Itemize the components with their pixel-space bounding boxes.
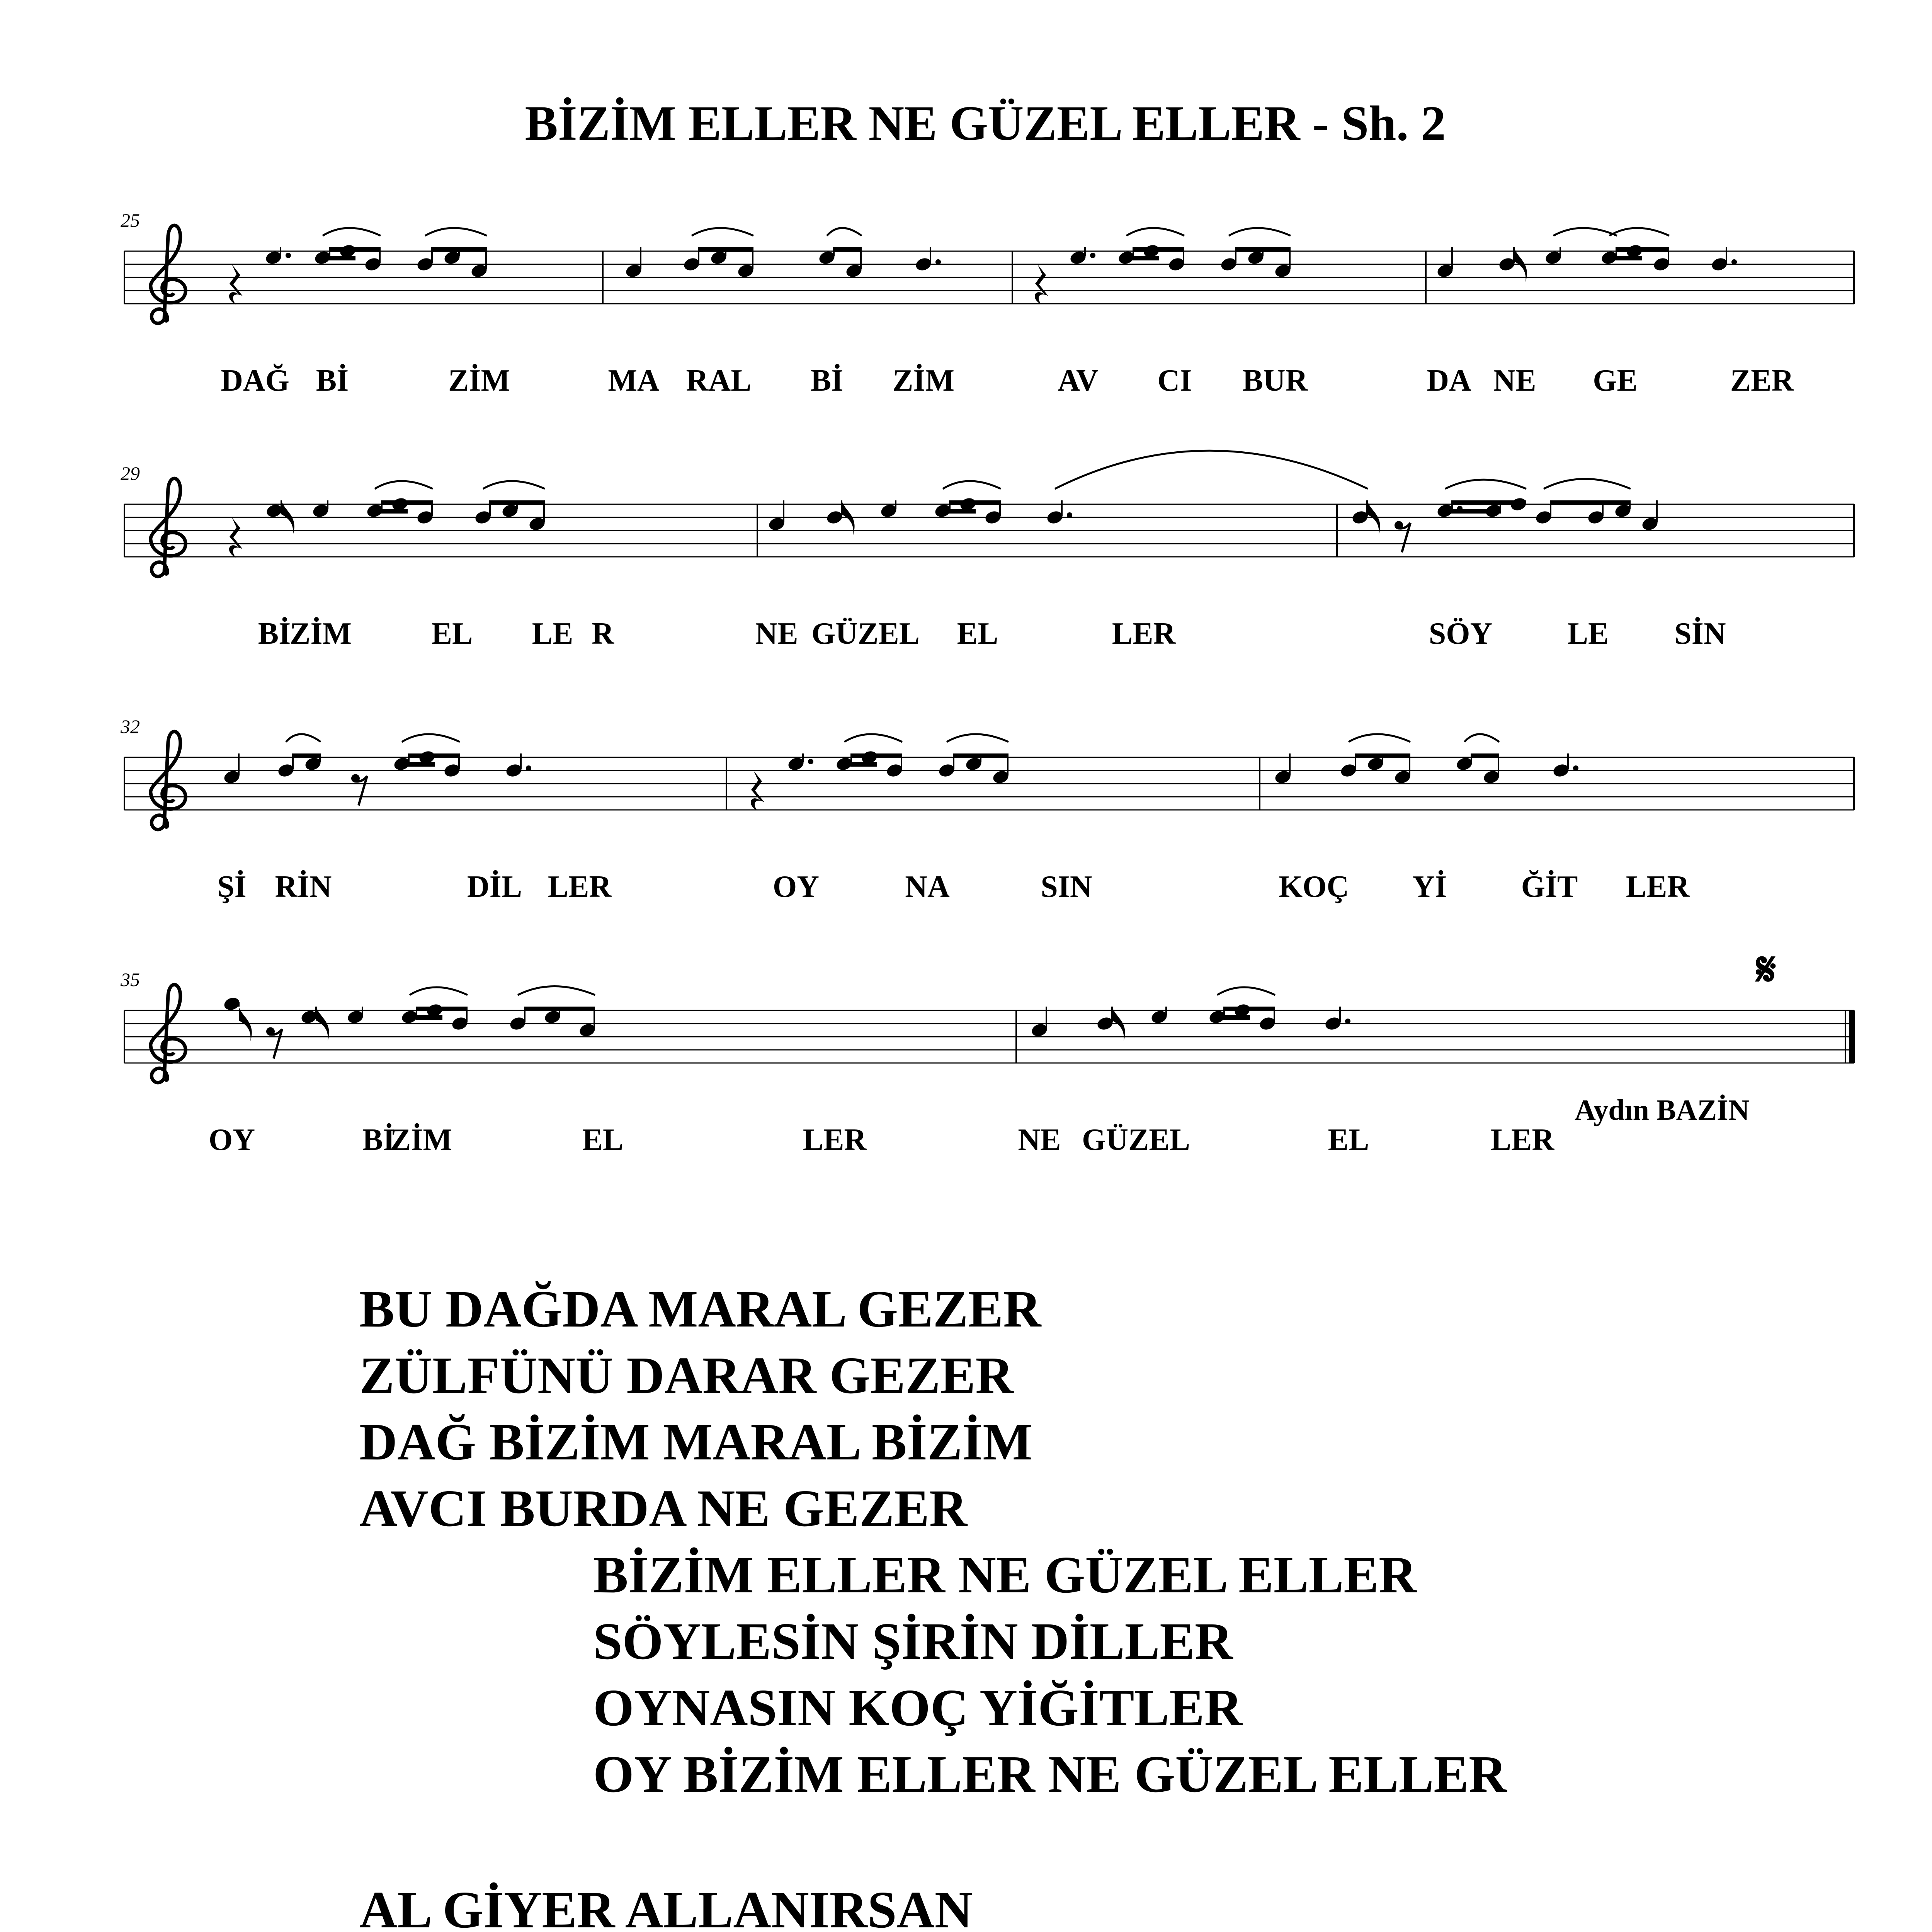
beam: [1471, 753, 1499, 758]
beam: [292, 753, 321, 758]
lyric-syllable: SİN: [1674, 617, 1726, 651]
beam: [416, 1015, 442, 1020]
lyric-syllable: OY: [209, 1123, 255, 1157]
lyric-syllable: DA: [1427, 364, 1471, 398]
music-staff: [0, 717, 1932, 883]
beam: [381, 500, 433, 505]
beam: [1616, 256, 1642, 260]
dot: [286, 253, 291, 258]
beam: [408, 753, 460, 758]
lyric-syllable: RAL: [686, 364, 752, 398]
beam: [1550, 500, 1631, 505]
beam: [949, 509, 976, 514]
slur: [692, 228, 753, 236]
lyric-syllable: ZİM: [390, 1123, 452, 1157]
beam: [1223, 1015, 1250, 1020]
slur: [827, 228, 862, 236]
lyric-syllable: MA: [608, 364, 660, 398]
slur: [518, 986, 595, 995]
measure-number: 29: [121, 463, 140, 484]
beam: [1616, 247, 1669, 252]
lyric-syllable: GÜ: [1082, 1123, 1128, 1157]
verse-line: OYNASIN KOÇ YİĞİTLER: [593, 1679, 1243, 1737]
lyric-syllable: ZİM: [290, 617, 352, 651]
treble-clef-icon: [151, 225, 185, 323]
lyric-syllable: Bİ: [362, 1123, 395, 1157]
slur: [1055, 451, 1368, 489]
final-barline: [1849, 1010, 1855, 1063]
dot: [526, 765, 531, 771]
lyric-syllable: LE: [1567, 617, 1609, 651]
lyric-syllable: EL: [1328, 1123, 1369, 1157]
lyric-syllable: ĞİT: [1521, 870, 1578, 904]
slur: [1349, 734, 1410, 742]
slur: [1553, 228, 1617, 236]
beam: [1451, 500, 1526, 505]
dot: [808, 759, 813, 764]
verse-line: AVCI BURDA NE GEZER: [359, 1480, 968, 1537]
measure-number: 32: [121, 716, 140, 737]
lyric-syllable: ZİM: [893, 364, 954, 398]
measure-number: 25: [121, 209, 140, 231]
verse-line: BU DAĞDA MARAL GEZER: [359, 1280, 1041, 1338]
lyric-syllable: LER: [1112, 617, 1176, 651]
dot: [1345, 1019, 1350, 1024]
composer-credit: Aydın BAZİN: [1575, 1094, 1750, 1126]
slur: [425, 228, 487, 236]
slur: [1544, 479, 1631, 489]
lyric-syllable: ZİM: [448, 364, 510, 398]
beam: [431, 247, 487, 252]
lyric-syllable: NE: [1018, 1123, 1061, 1157]
treble-clef-icon: [151, 985, 185, 1083]
beam: [850, 762, 877, 767]
lyric-syllable: GE: [1593, 364, 1638, 398]
verse-line: ZÜLFÜNÜ DARAR GEZER: [359, 1347, 1014, 1405]
lyric-syllable: SÖY: [1429, 617, 1493, 651]
quarter-rest-icon: [229, 264, 243, 304]
verse-line: AL GİYER ALLANIRSAN: [359, 1881, 973, 1932]
staff-system: [0, 463, 1932, 651]
verse-line: SÖYLESİN ŞİRİN DİLLER: [593, 1612, 1233, 1670]
lyric-syllable: AV: [1058, 364, 1099, 398]
beam: [1223, 1007, 1275, 1011]
staff-system: [0, 209, 1932, 398]
lyric-syllable: GÜ: [811, 617, 858, 651]
lyric-syllable: EL: [431, 617, 473, 651]
dot: [1090, 253, 1095, 258]
slur: [323, 228, 381, 236]
dot: [1067, 512, 1072, 518]
beam: [1355, 753, 1410, 758]
slur: [286, 734, 321, 742]
slur: [375, 481, 433, 489]
lyric-syllable: CI: [1157, 364, 1192, 398]
beam: [953, 753, 1009, 758]
music-staff: [0, 211, 1932, 377]
dot: [1731, 259, 1737, 265]
beam: [408, 762, 435, 767]
beam: [381, 509, 408, 514]
quarter-rest-icon: [229, 517, 243, 558]
treble-clef-icon: [151, 478, 185, 577]
lyric-syllable: Bİ: [316, 364, 349, 398]
slur: [1445, 480, 1526, 489]
lyric-syllable: SIN: [1041, 870, 1092, 904]
beam: [833, 247, 862, 252]
music-staff: [0, 464, 1932, 630]
lyric-syllable: NE: [755, 617, 798, 651]
beam: [1133, 247, 1184, 252]
verse-line: DAĞ BİZİM MARAL BİZİM: [359, 1413, 1032, 1471]
measure-number: 35: [121, 969, 140, 990]
beam: [489, 500, 545, 505]
lyric-syllable: LER: [548, 870, 612, 904]
lyric-syllable: RİN: [275, 870, 332, 904]
verse-line: BİZİM ELLER NE GÜZEL ELLER: [593, 1546, 1417, 1604]
beam: [1133, 256, 1159, 260]
lyric-syllable: ZER: [1730, 364, 1794, 398]
lyric-syllable: ZEL: [857, 617, 920, 651]
beam: [698, 247, 753, 252]
lyric-syllable: Bİ: [258, 617, 291, 651]
verse-line: OY BİZİM ELLER NE GÜZEL ELLER: [593, 1745, 1507, 1803]
lyric-syllable: LER: [1626, 870, 1690, 904]
slur: [1217, 987, 1275, 995]
slur: [1229, 228, 1291, 236]
beam: [850, 753, 902, 758]
lyric-syllable: OY: [773, 870, 819, 904]
dot: [1573, 765, 1578, 771]
lyric-syllable: DİL: [467, 870, 522, 904]
lyric-syllable: R: [592, 617, 614, 651]
lyric-syllable: NA: [905, 870, 950, 904]
slur: [1609, 228, 1669, 236]
lyric-syllable: ZEL: [1128, 1123, 1190, 1157]
segno-sign: 𝄋: [1756, 943, 1776, 997]
beam: [329, 247, 381, 252]
slur: [943, 481, 1001, 489]
beam: [524, 1007, 595, 1011]
dot: [935, 259, 941, 265]
treble-clef-icon: [151, 731, 185, 830]
quarter-rest-icon: [1035, 264, 1048, 304]
beam: [329, 256, 355, 260]
lyric-syllable: Yİ: [1412, 870, 1447, 904]
slur: [1126, 228, 1184, 236]
slur: [410, 987, 468, 995]
lyric-syllable: Bİ: [810, 364, 844, 398]
lyric-syllable: DAĞ: [221, 364, 289, 398]
staff-system: [0, 716, 1932, 904]
slur: [947, 734, 1009, 742]
page-title: BİZİM ELLER NE GÜZEL ELLER - Sh. 2: [525, 96, 1446, 151]
staff-system: [0, 943, 1932, 1157]
beam: [1451, 509, 1501, 514]
lyric-syllable: LER: [803, 1123, 867, 1157]
lyric-syllable: EL: [957, 617, 998, 651]
beam: [949, 500, 1001, 505]
beam: [1235, 247, 1291, 252]
lyric-syllable: Şİ: [217, 870, 247, 904]
lyric-syllable: LER: [1490, 1123, 1554, 1157]
beam: [416, 1007, 468, 1011]
slur: [483, 481, 545, 489]
lyric-syllable: LE: [532, 617, 573, 651]
slur: [402, 734, 460, 742]
slur: [844, 734, 902, 742]
lyric-syllable: BUR: [1242, 364, 1308, 398]
slur: [1464, 734, 1499, 742]
quarter-rest-icon: [751, 770, 764, 811]
lyric-syllable: KOÇ: [1278, 870, 1349, 904]
lyric-syllable: EL: [582, 1123, 624, 1157]
lyric-syllable: NE: [1493, 364, 1536, 398]
